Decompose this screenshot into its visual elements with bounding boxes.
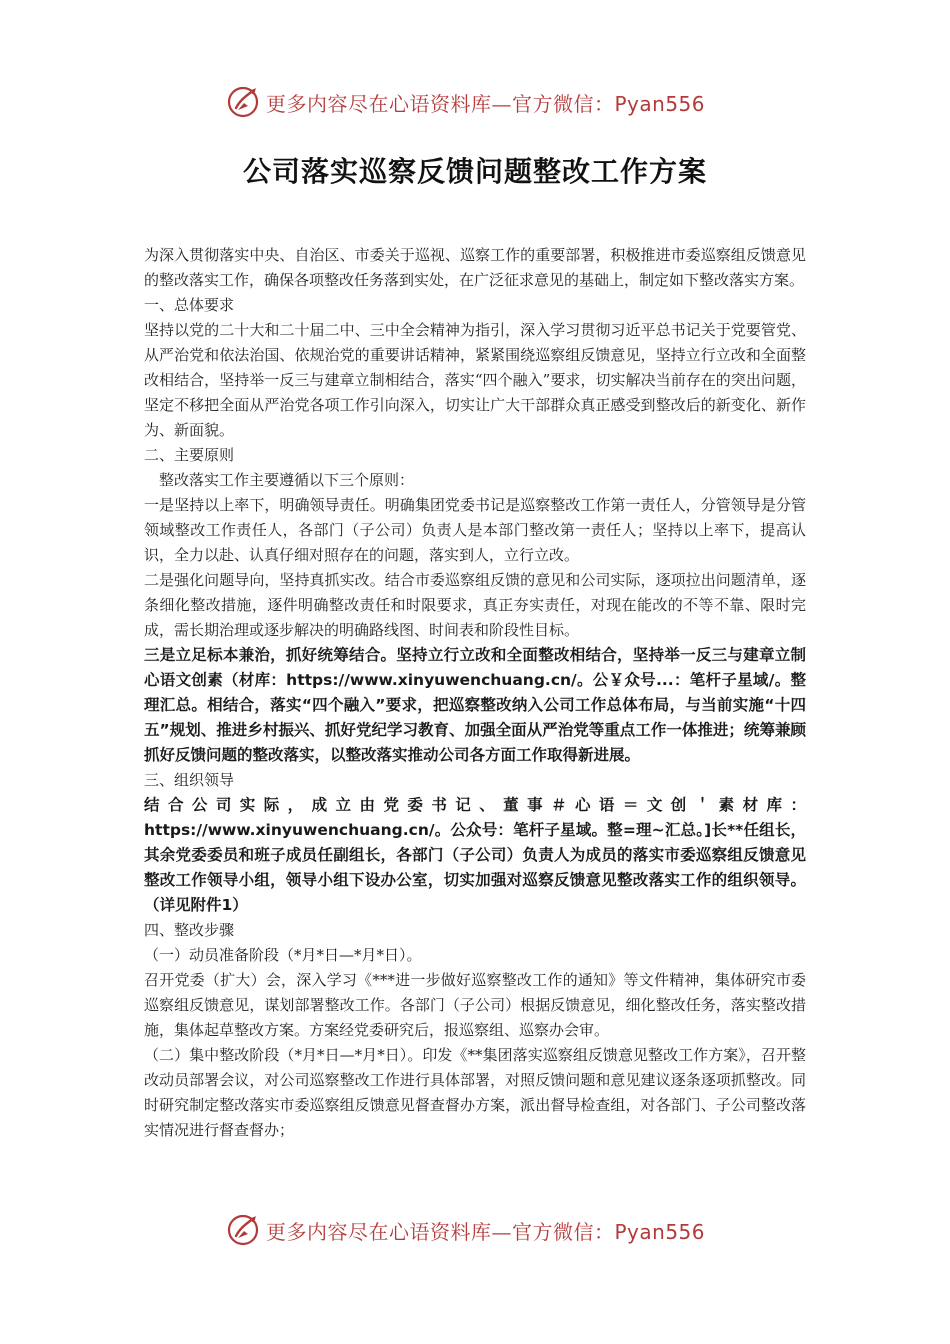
section-heading-2: 二、主要原则 xyxy=(144,446,235,464)
logo-icon xyxy=(226,84,262,120)
document-body xyxy=(144,243,806,1143)
paragraph-principle-3: 三是立足标本兼治，抓好统筹结合。坚持立行立改和全面整改相结合，坚持举一反三与建章立制心语文创素（材库：https://www.xinyuwenchuang.cn/。公￥众号...：笔杆子星域/。整理汇总。相结合，落实“四个融入”要求，把巡察整改纳入公司工作总体布局，与当前实施“十四五”规划、推进乡村振兴、抓好党纪学习教育、加强全面从严治党等重点工作一体推进；统筹兼顾抓好反馈问题的整改落实，以整改落实推动公司各方面工作取得新进展。 xyxy=(144,646,806,764)
paragraph-intro: 为深入贯彻落实中央、自治区、市委关于巡视、巡察工作的重要部署，积极推进市委巡察组反馈意见的整改落实工作，确保各项整改任务落到实处，在广泛征求意见的基础上，制定如下整改落实方案。 xyxy=(144,246,806,289)
document-title: 公司落实巡察反馈问题整改工作方案 xyxy=(242,155,707,188)
paragraph-principles-intro: 整改落实工作主要遵循以下三个原则： xyxy=(159,471,415,489)
logo-icon xyxy=(226,1212,262,1248)
banner-text: 更多内容尽在心语资料库—官方微信：Pyan556 xyxy=(266,92,706,116)
wechat-id: Pyan556 xyxy=(614,1220,706,1244)
paragraph-step-1: 召开党委（扩大）会，深入学习《***进一步做好巡察整改工作的通知》等文件精神，集体研究市委巡察组反馈意见，谋划部署整改工作。各部门（子公司）根据反馈意见，细化整改任务，落实整改措施，集体起草整改方案。方案经党委研究后，报巡察组、巡察办会审。 xyxy=(144,971,806,1039)
subheading-step-1: （一）动员准备阶段（*月*日—*月*日）。 xyxy=(144,946,422,964)
section-heading-1: 一、总体要求 xyxy=(144,296,235,314)
paragraph-principle-1: 一是坚持以上率下，明确领导责任。明确集团党委书记是巡察整改工作第一责任人，分管领导是分管领域整改工作责任人，各部门（子公司）负责人是本部门整改第一责任人；坚持以上率下，提高认识，全力以赴、认真仔细对照存在的问题，落实到人，立行立改。 xyxy=(144,496,806,564)
section-heading-3: 三、组织领导 xyxy=(144,771,235,789)
header-banner[interactable] xyxy=(0,80,950,124)
paragraph-organization: 结合公司实际，成立由党委书记、董事＃心语＝文创＇素材库：https://www.xinyuwenchuang.cn/。公众号：笔杆子星域。整=理~汇总。]长**任组长，其余党委委员和班子成员任副组长，各部门（子公司）负责人为成员的落实市委巡察组反馈意见整改工作领导小组，领导小组下设办公室，切实加强对巡察反馈意见整改落实工作的组织领导。（详见附件1） xyxy=(144,796,806,914)
banner-text: 更多内容尽在心语资料库—官方微信：Pyan556 xyxy=(266,1220,706,1244)
footer-banner[interactable] xyxy=(0,1208,950,1252)
paragraph-principle-2: 二是强化问题导向，坚持真抓实改。结合市委巡察组反馈的意见和公司实际，逐项拉出问题清单，逐条细化整改措施，逐件明确整改责任和时限要求，真正夯实责任，对现在能改的不等不靠、限时完成，需长期治理或逐步解决的明确路线图、时间表和阶段性目标。 xyxy=(144,571,806,639)
paragraph-step-2: （二）集中整改阶段（*月*日—*月*日）。印发《**集团落实巡察组反馈意见整改工作方案》，召开整改动员部署会议，对公司巡察整改工作进行具体部署，对照反馈问题和意见建议逐条逐项抓整改。同时研究制定整改落实市委巡察组反馈意见督查督办方案，派出督导检查组，对各部门、子公司整改落实情况进行督查督办； xyxy=(144,1046,806,1139)
section-heading-4: 四、整改步骤 xyxy=(144,921,235,939)
wechat-id: Pyan556 xyxy=(614,92,706,116)
paragraph-general-requirements: 坚持以党的二十大和二十届二中、三中全会精神为指引，深入学习贯彻习近平总书记关于党要管党、从严治党和依法治国、依规治党的重要讲话精神，紧紧围绕巡察组反馈意见，坚持立行立改和全面整改相结合，坚持举一反三与建章立制相结合，落实“四个融入”要求，切实解决当前存在的突出问题，坚定不移把全面从严治党各项工作引向深入，切实让广大干部群众真正感受到整改后的新变化、新作为、新面貌。 xyxy=(144,321,806,439)
